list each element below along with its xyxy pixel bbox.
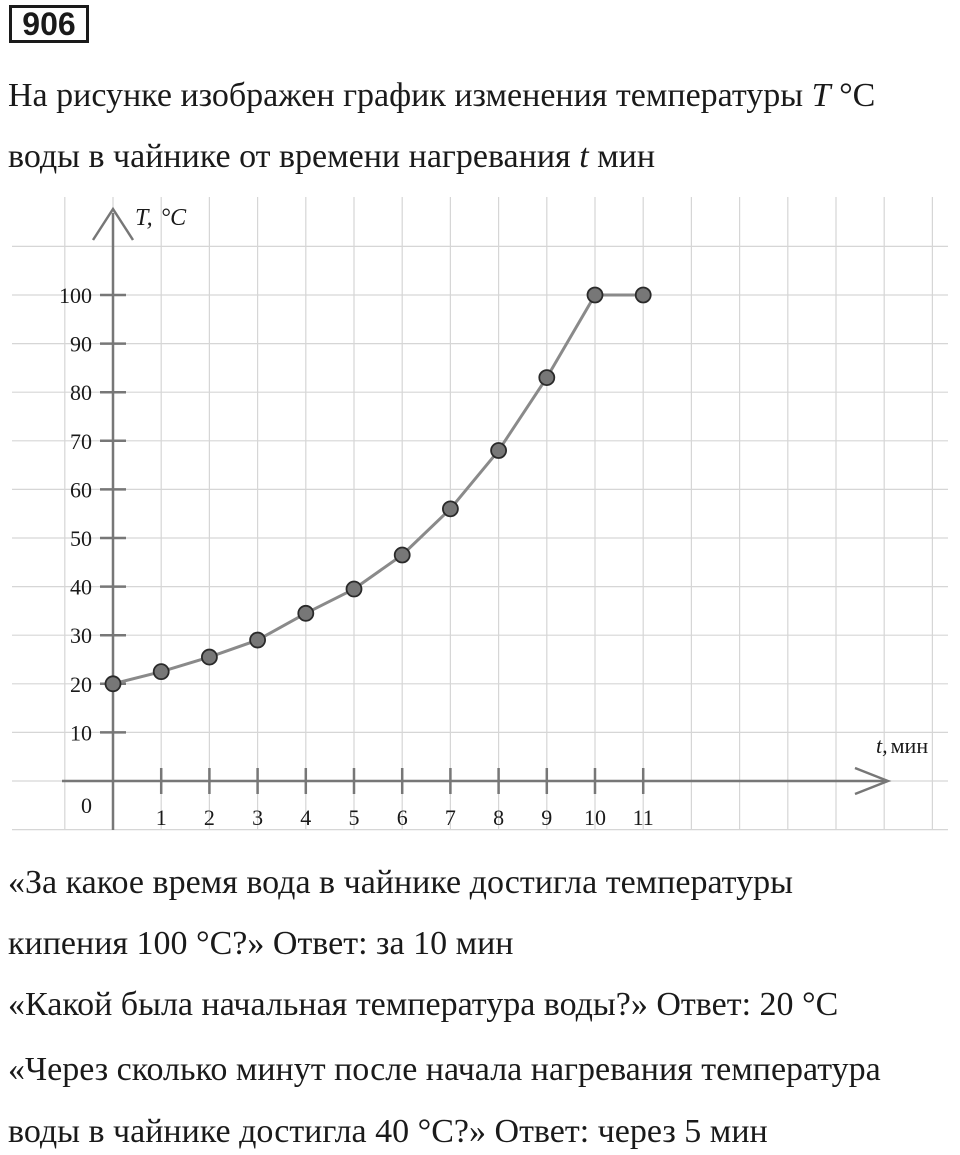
intro-unit-2: мин (597, 138, 656, 175)
x-tick-label: 7 (444, 805, 456, 830)
chart-ticks (59, 283, 654, 830)
data-point (443, 501, 458, 516)
x-tick-label: 5 (348, 805, 360, 830)
y-tick-label: 20 (70, 671, 92, 697)
y-tick-label: 40 (70, 574, 92, 600)
origin-label: 0 (81, 793, 92, 818)
y-axis-label-unit: °C (160, 205, 187, 231)
y-tick-label: 10 (70, 720, 92, 746)
x-tick-label: 1 (155, 805, 167, 830)
intro-text-2: воды в чайнике от времени нагревания (8, 138, 571, 175)
x-tick-label: 4 (300, 805, 312, 830)
x-tick-label: 3 (252, 805, 264, 830)
question-line-2: кипения 100 °С?» Ответ: за 10 мин (8, 925, 514, 962)
y-tick-label: 70 (70, 428, 92, 454)
data-point (588, 288, 603, 303)
y-tick-label: 50 (70, 526, 92, 551)
problem-number: 906 (9, 5, 89, 43)
x-tick-label: 2 (203, 805, 215, 830)
data-point (491, 443, 506, 458)
intro-var-T: T (811, 77, 831, 114)
intro-unit-1: °C (839, 77, 876, 114)
data-point (395, 548, 410, 563)
data-point (539, 370, 554, 385)
y-tick-label: 80 (70, 380, 92, 406)
x-tick-label: 9 (541, 805, 553, 830)
y-tick-label: 90 (70, 331, 92, 357)
data-point (298, 606, 313, 621)
y-tick-label: 30 (70, 623, 92, 649)
x-tick-label: 11 (632, 805, 654, 830)
chart-axis-labels (81, 205, 928, 818)
intro-line-2 (8, 137, 655, 177)
data-point (202, 650, 217, 665)
intro-text-1: На рисунке изображен график изменения температуры (8, 77, 804, 114)
x-tick-label: 8 (493, 805, 505, 830)
chart-grid (12, 197, 948, 830)
x-tick-label: 10 (584, 805, 606, 830)
y-tick-label: 60 (70, 477, 92, 503)
data-point (106, 676, 121, 691)
data-point (154, 664, 169, 679)
intro-line-1 (8, 76, 875, 116)
question-line-5: воды в чайнике достигла 40 °С?» Ответ: через 5 мин (8, 1113, 768, 1150)
x-tick-label: 6 (396, 805, 408, 830)
x-axis-label (876, 733, 928, 758)
data-point (347, 582, 362, 597)
question-line-1: «За какое время вода в чайнике достигла температуры (8, 864, 793, 901)
y-tick-label: 100 (59, 283, 92, 308)
y-axis-label (135, 205, 187, 231)
intro-var-t: t (579, 138, 589, 175)
data-point (250, 633, 265, 648)
data-point (636, 288, 651, 303)
question-line-4: «Через сколько минут после начала нагревания температура (8, 1051, 881, 1088)
question-line-3: «Какой была начальная температура воды?» Ответ: 20 °С (8, 986, 839, 1023)
x-axis-label-var: t, (876, 733, 888, 758)
temperature-chart (0, 185, 960, 850)
y-axis-label-var: T, (135, 205, 153, 231)
x-axis-label-unit: мин (890, 733, 929, 758)
chart-axes (62, 209, 888, 830)
